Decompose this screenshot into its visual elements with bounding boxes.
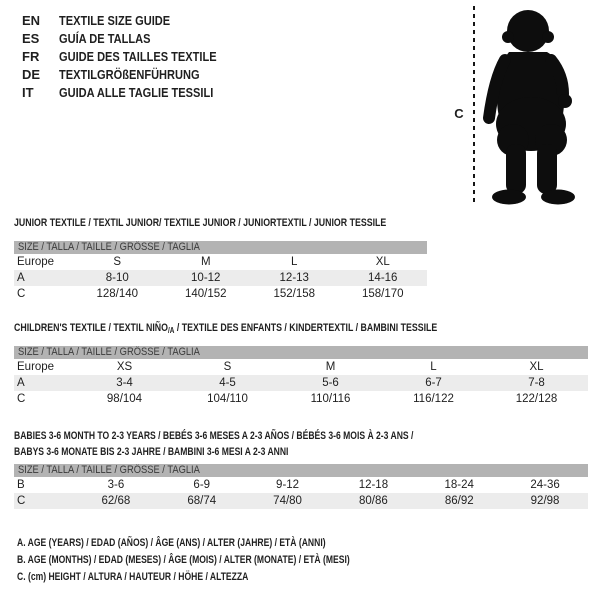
- cell: 8-10: [105, 272, 129, 284]
- table-row: [14, 391, 588, 407]
- row-label: A: [17, 272, 25, 284]
- table-row: [14, 254, 427, 270]
- table-row: [14, 477, 588, 493]
- lang-row-de: [22, 66, 244, 84]
- language-header: [22, 12, 244, 102]
- cell: XL: [375, 256, 390, 268]
- cell: 80/86: [359, 495, 388, 507]
- cell: 18-24: [444, 479, 474, 491]
- lang-label: TEXTILE SIZE GUIDE: [59, 13, 171, 28]
- cell: 68/74: [187, 495, 217, 507]
- cell: L: [430, 361, 437, 373]
- cell: 24-36: [530, 479, 560, 491]
- lang-row-en: [22, 12, 244, 30]
- cell: M: [325, 361, 336, 373]
- cell: 14-16: [368, 272, 398, 284]
- cell: 4-5: [219, 377, 236, 389]
- cell: 74/80: [273, 495, 302, 507]
- lang-code: EN: [22, 13, 41, 28]
- lang-code: DE: [22, 67, 41, 82]
- cell: 98/104: [106, 393, 143, 405]
- cell: 6-9: [193, 479, 211, 491]
- table-row: [14, 286, 427, 302]
- cell: 152/158: [273, 288, 316, 300]
- cell: XL: [529, 361, 544, 373]
- row-label: C: [17, 495, 26, 507]
- cell: L: [291, 256, 298, 268]
- cell: 12-13: [279, 272, 309, 284]
- lang-row-fr: [22, 48, 244, 66]
- note-b: B. AGE (MONTHS) / EDAD (MESES) / ÂGE (MOIS) / ALTER (MONATE) / ETÀ (MESI): [17, 554, 350, 566]
- row-label: Europe: [17, 256, 55, 268]
- cell: 12-18: [358, 479, 389, 491]
- row-label: B: [17, 479, 25, 491]
- cell: 3-4: [116, 377, 133, 389]
- table-row: [14, 493, 588, 509]
- lang-label: TEXTILGRÖßENFÜHRUNG: [59, 67, 200, 82]
- table-title: BABIES 3-6 MONTH TO 2-3 YEARS / BEBÉS 3-6 MESES A 2-3 AÑOS / BÉBÉS 3-6 MOIS À 2-3 ANS / BABYS 3-6 MONATE BIS 2-3 JAHRE / BAMBINI 3-6 MESI A 2-3 ANNI: [14, 430, 414, 458]
- legend-notes: [17, 535, 444, 586]
- table-title: JUNIOR TEXTILE / TEXTIL JUNIOR/ TEXTILE JUNIOR / JUNIORTEXTIL / JUNIOR TESSILE: [14, 217, 387, 229]
- junior-size-table: [14, 217, 427, 302]
- cell: M: [200, 256, 211, 268]
- lang-label: GUIDA ALLE TAGLIE TESSILI: [59, 85, 214, 100]
- size-header-bar: SIZE / TALLA / TAILLE / GRÖSSE / TAGLIA: [14, 464, 588, 477]
- baby-silhouette: [489, 10, 575, 205]
- cell: 7-8: [528, 377, 545, 389]
- cell: 9-12: [276, 479, 300, 491]
- cell: 62/68: [101, 495, 131, 507]
- height-marker-label: C: [454, 106, 464, 121]
- cell: S: [113, 256, 122, 268]
- cell: S: [223, 361, 232, 373]
- table-row: [14, 375, 588, 391]
- lang-code: IT: [22, 85, 34, 100]
- row-label: C: [17, 288, 26, 300]
- note-c: C. (cm) HEIGHT / ALTURA / HAUTEUR / HÖHE / ALTEZZA: [17, 571, 249, 583]
- cell: 10-12: [191, 272, 221, 284]
- size-header-bar: SIZE / TALLA / TAILLE / GRÖSSE / TAGLIA: [14, 346, 588, 359]
- cell: 116/122: [413, 393, 454, 405]
- cell: XS: [116, 361, 133, 373]
- table-title: CHILDREN'S TEXTILE / TEXTIL $NIÑO_{/A}$ / TEXTILE DES ENFANTS / KINDERTEXTIL / BAMBINI TESSILE: [14, 322, 438, 335]
- lang-row-it: [22, 84, 244, 102]
- cell: 122/128: [515, 393, 558, 405]
- subscript: /A: [167, 326, 175, 335]
- size-header-bar: SIZE / TALLA / TAILLE / GRÖSSE / TAGLIA: [14, 241, 427, 254]
- lang-row-es: [22, 30, 244, 48]
- row-label: C: [17, 393, 26, 405]
- cell: 128/140: [96, 288, 139, 300]
- row-label: A: [17, 377, 25, 389]
- toddler-silhouette-figure: [470, 6, 595, 206]
- cell: 86/92: [444, 495, 474, 507]
- table-row: [14, 359, 588, 375]
- lang-code: FR: [22, 49, 40, 64]
- cell: 104/110: [207, 393, 248, 405]
- lang-label: GUIDE DES TAILLES TEXTILE: [59, 49, 217, 64]
- cell: 158/170: [361, 288, 404, 300]
- babies-size-table: [14, 428, 588, 509]
- note-a: A. AGE (YEARS) / EDAD (AÑOS) / ÂGE (ANS) / ALTER (JAHRE) / ETÀ (ANNI): [17, 537, 326, 549]
- table-row: [14, 270, 427, 286]
- cell: 6-7: [425, 377, 442, 389]
- cell: 3-6: [107, 479, 125, 491]
- children-size-table: [14, 322, 588, 407]
- row-label: Europe: [17, 361, 55, 373]
- cell: 92/98: [530, 495, 560, 507]
- cell: 110/116: [310, 393, 351, 405]
- cell: 5-6: [322, 377, 339, 389]
- cell: 140/152: [184, 288, 227, 300]
- lang-label: GUÍA DE TALLAS: [59, 31, 151, 46]
- lang-code: ES: [22, 31, 40, 46]
